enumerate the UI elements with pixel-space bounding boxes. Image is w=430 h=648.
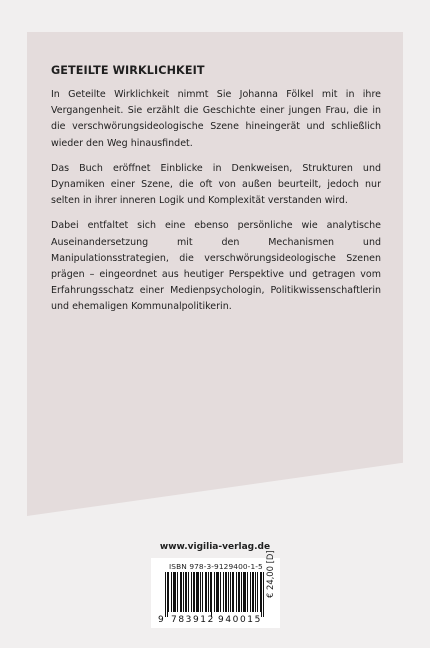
barcode-bar bbox=[253, 572, 254, 612]
book-title: GETEILTE WIRKLICHKEIT bbox=[51, 64, 205, 77]
barcode-bar bbox=[185, 572, 186, 612]
barcode-bar bbox=[188, 572, 189, 612]
barcode-bar bbox=[228, 572, 229, 612]
barcode-bar bbox=[252, 572, 253, 612]
isbn-number: ISBN 978-3-9129400-1-5 bbox=[169, 562, 263, 571]
barcode-bar bbox=[177, 572, 178, 612]
blurb-paragraph-1: In Geteilte Wirklichkeit nimmt Sie Johanna Fölkel mit in ihre Vergangenheit. Sie erzählt die Geschichte einer jungen Frau, die in die verschwörungsideologische Szene hineingerät und schließlich wieder den Weg hinausfindet. bbox=[51, 89, 381, 149]
barcode-bar bbox=[218, 572, 219, 612]
barcode-bar bbox=[241, 572, 242, 612]
barcode-bar bbox=[183, 572, 184, 612]
barcode-bar bbox=[181, 572, 182, 612]
price-label: € 24,00 [D] bbox=[265, 550, 275, 598]
barcode-bar bbox=[186, 572, 187, 612]
barcode-digits-left: 783912 bbox=[171, 615, 215, 625]
barcode-bar bbox=[202, 572, 203, 612]
barcode-bar bbox=[238, 572, 239, 612]
barcode-bar bbox=[171, 572, 172, 612]
barcode-bar bbox=[257, 572, 258, 612]
barcode-label bbox=[151, 550, 280, 628]
barcode-bar bbox=[232, 572, 233, 612]
barcode-bar bbox=[255, 572, 256, 612]
barcode-bar bbox=[206, 572, 207, 612]
barcode-bar bbox=[214, 572, 215, 612]
barcode-bar bbox=[198, 572, 199, 612]
barcode-bar bbox=[197, 572, 198, 612]
barcode-bar bbox=[165, 572, 166, 617]
barcode-bar bbox=[233, 572, 234, 612]
barcode-bar bbox=[196, 572, 197, 612]
barcode-bar bbox=[174, 572, 175, 612]
barcode-bar bbox=[263, 572, 264, 617]
barcode-bar bbox=[180, 572, 181, 612]
barcode-bar bbox=[211, 572, 212, 617]
barcode-bar bbox=[175, 572, 176, 612]
barcode-bar bbox=[210, 572, 211, 612]
barcode-bar bbox=[220, 572, 221, 612]
barcode-bar bbox=[245, 572, 246, 612]
barcode-bar bbox=[223, 572, 224, 612]
blurb-paragraph-3: Dabei entfaltet sich eine ebenso persönliche wie analytische Auseinandersetzung mit den Mechanismen und Manipulationsstrategien, die verschwörungsideologische Szenen prägen – eingeordnet aus heutiger Perspektive und getragen vom Erfahrungsschatz einer Medienpsychologin, Politikwissenschaftlerin und ehemaligen Kommunalpolitikerin. bbox=[51, 220, 381, 313]
barcode-bar bbox=[226, 572, 227, 612]
barcode-bar bbox=[217, 572, 218, 612]
barcode-bar bbox=[200, 572, 201, 612]
barcode-bar bbox=[261, 572, 262, 617]
barcode-bar bbox=[236, 572, 237, 612]
barcode-bar bbox=[244, 572, 245, 612]
barcode-bar bbox=[230, 572, 231, 612]
barcode-bar bbox=[191, 572, 192, 612]
barcode-bar bbox=[173, 572, 174, 612]
blurb-paragraph-2: Das Buch eröffnet Einblicke in Denkweisen, Strukturen und Dynamiken einer Szene, die oft von außen beurteilt, jedoch nur selten in ihrer inneren Logik und Komplexität verstanden wird. bbox=[51, 162, 381, 207]
barcode-bar bbox=[239, 572, 240, 612]
barcode-bar bbox=[168, 572, 169, 612]
barcode-bar bbox=[216, 572, 217, 612]
barcode-bar bbox=[225, 572, 226, 612]
barcode-digits-right: 940015 bbox=[218, 615, 262, 625]
back-cover-text bbox=[51, 64, 381, 325]
barcode-bar bbox=[247, 572, 248, 612]
barcode-bar bbox=[193, 572, 194, 612]
barcode-bar bbox=[205, 572, 206, 612]
barcode-bar bbox=[167, 572, 168, 617]
barcode-bar bbox=[208, 572, 209, 612]
barcode-bar bbox=[250, 572, 251, 612]
barcode-bar bbox=[243, 572, 244, 612]
publisher-website[interactable]: www.vigilia-verlag.de bbox=[159, 542, 271, 552]
barcode-bar bbox=[194, 572, 195, 612]
barcode-bar bbox=[260, 572, 261, 612]
barcode-digit-first: 9 bbox=[158, 615, 164, 625]
